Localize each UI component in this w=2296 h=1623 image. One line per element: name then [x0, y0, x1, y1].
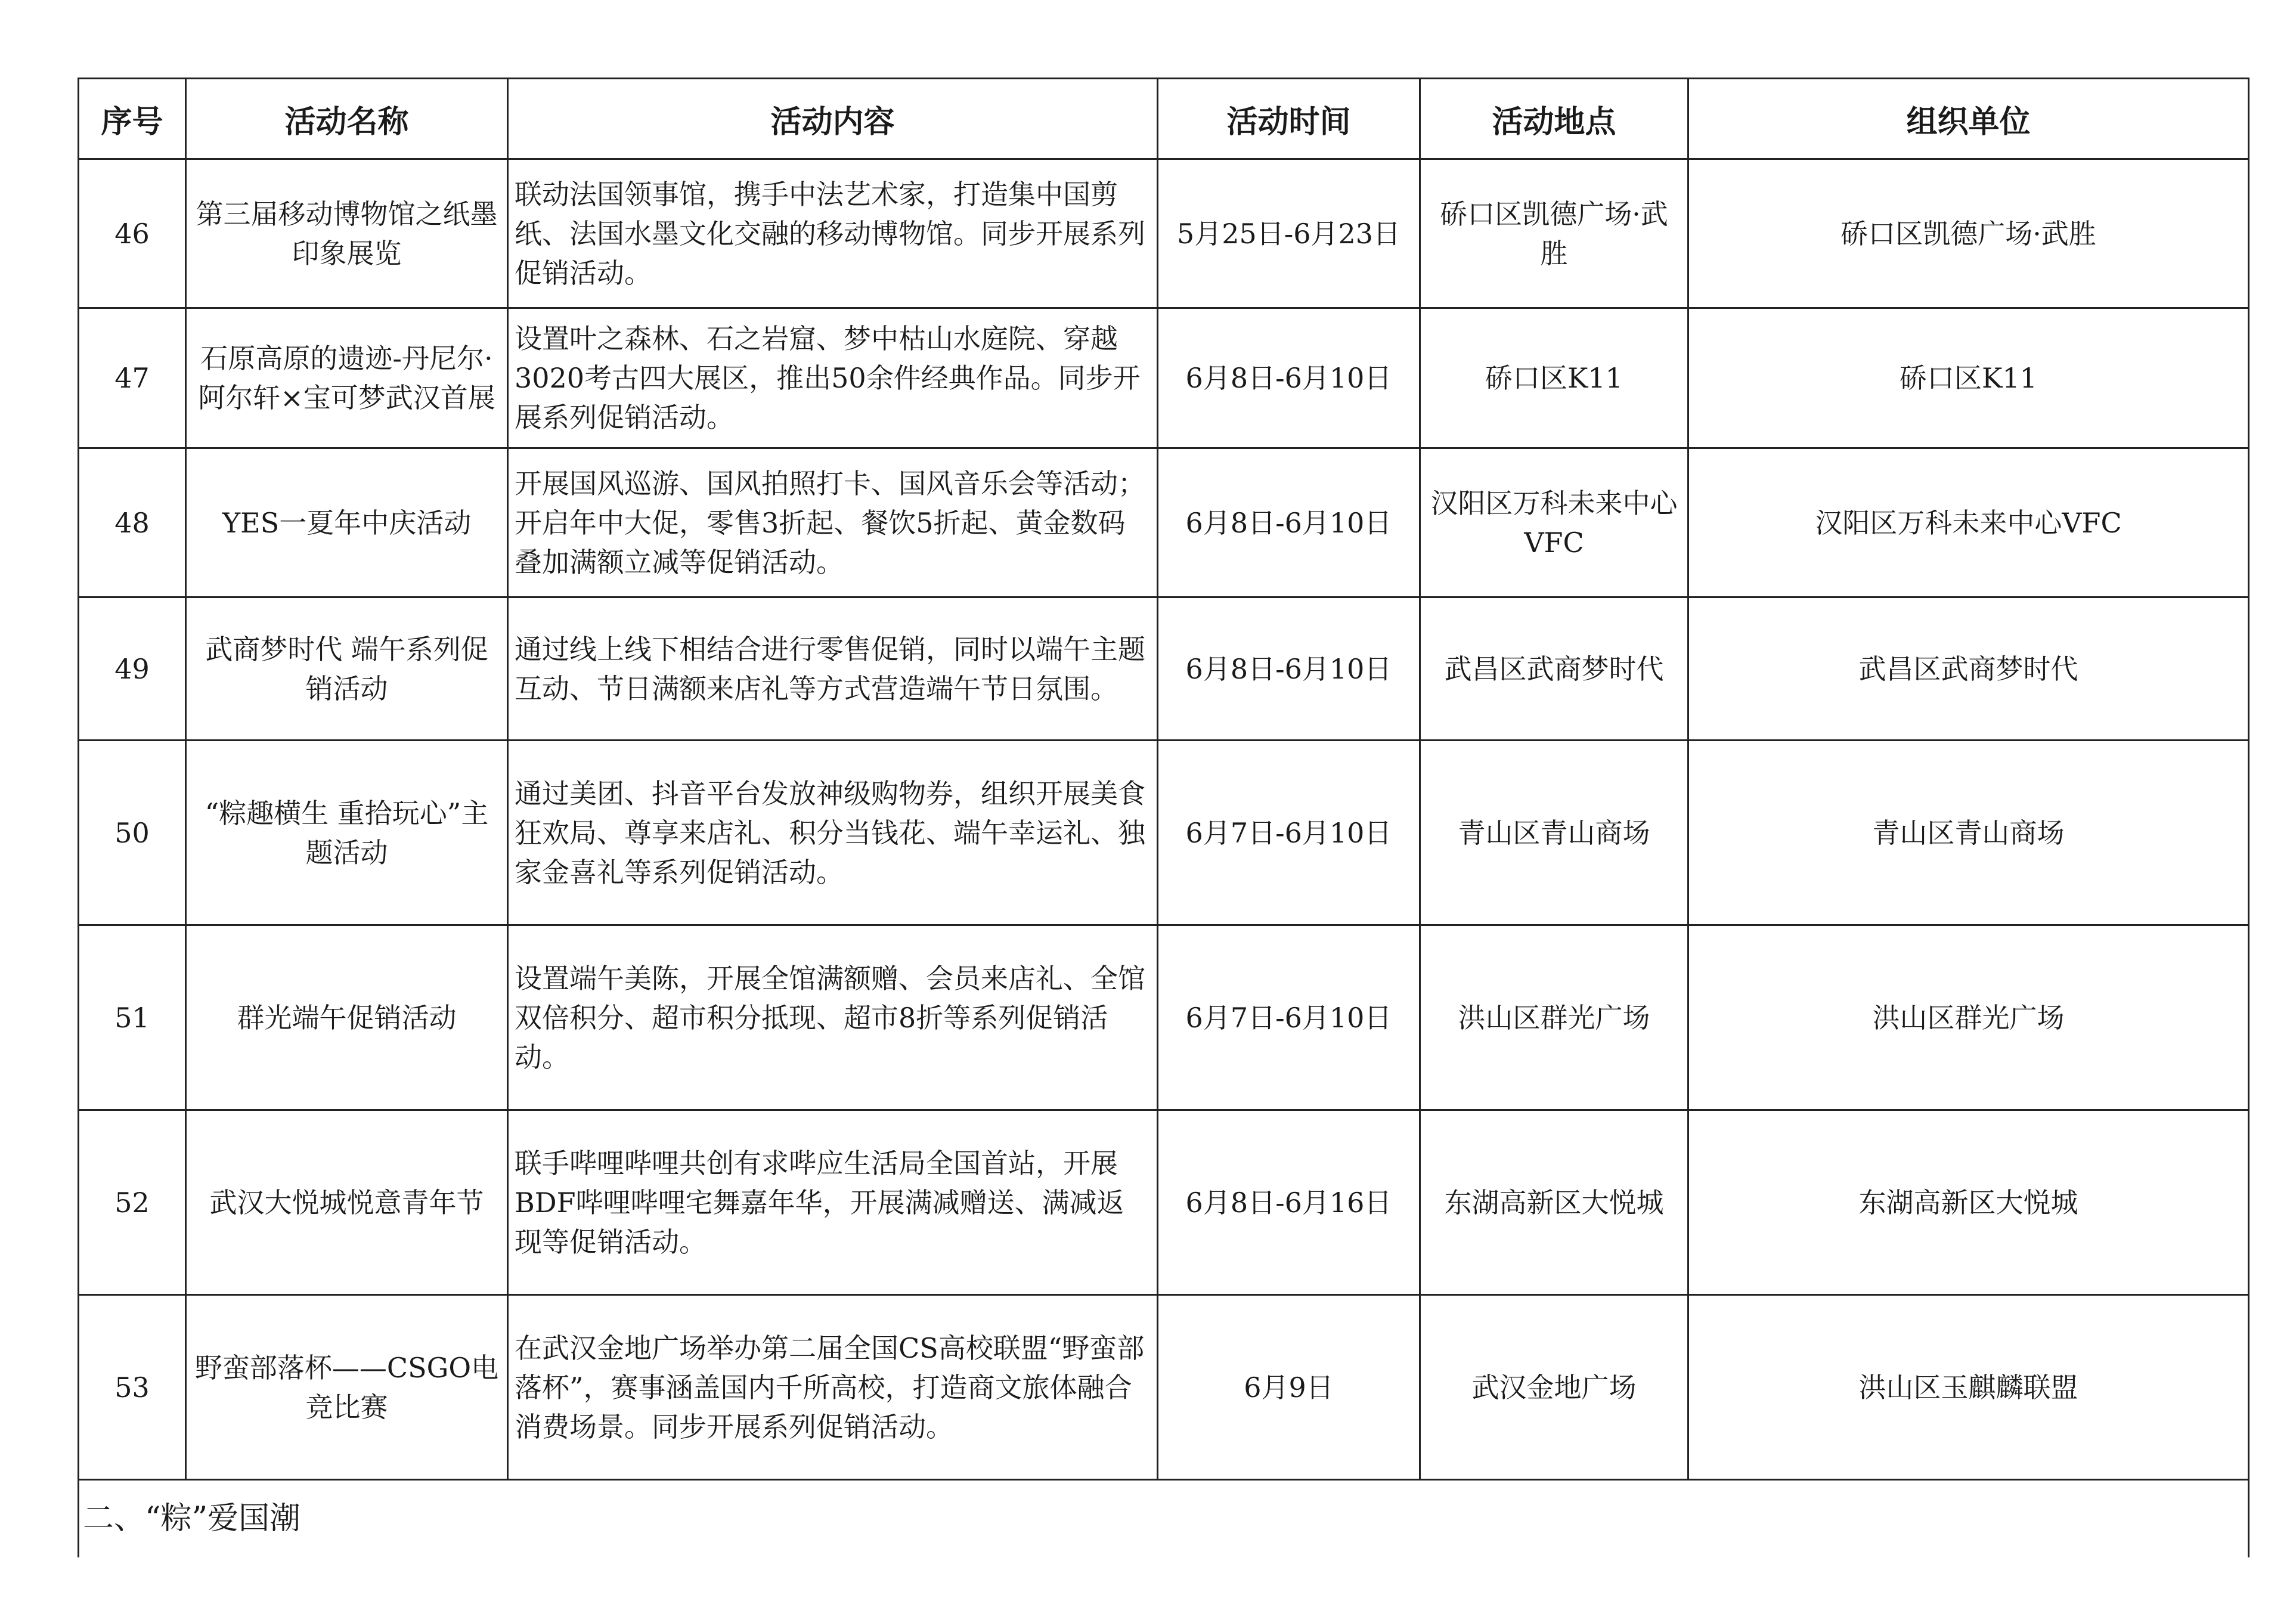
- header-no: 序号: [79, 79, 186, 159]
- row-content: 通过美团、抖音平台发放神级购物券，组织开展美食狂欢局、尊享来店礼、积分当钱花、端午幸运礼、独家金喜礼等系列促销活动。: [508, 741, 1158, 925]
- row-time: 6月8日-6月10日: [1158, 597, 1420, 741]
- row-no: 50: [79, 741, 186, 925]
- row-content: 开展国风巡游、国风拍照打卡、国风音乐会等活动；开启年中大促，零售3折起、餐饮5折起、黄金数码叠加满额立减等促销活动。: [508, 448, 1158, 597]
- row-time: 6月7日-6月10日: [1158, 741, 1420, 925]
- row-time: 6月8日-6月10日: [1158, 448, 1420, 597]
- row-org: 洪山区玉麒麟联盟: [1688, 1295, 2249, 1480]
- table-row: [79, 741, 2249, 925]
- row-place: 武昌区武商梦时代: [1420, 597, 1688, 741]
- row-content: 在武汉金地广场举办第二届全国CS高校联盟“野蛮部落杯”，赛事涵盖国内千所高校，打造商文旅体融合消费场景。同步开展系列促销活动。: [508, 1295, 1158, 1480]
- header-org: 组织单位: [1688, 79, 2249, 159]
- section-heading: 二、“粽”爱国潮: [79, 1480, 2249, 1557]
- row-place: 武汉金地广场: [1420, 1295, 1688, 1480]
- row-place: 汉阳区万科未来中心VFC: [1420, 448, 1688, 597]
- table-row: [79, 308, 2249, 448]
- row-place: 青山区青山商场: [1420, 741, 1688, 925]
- activity-table-sheet: [78, 78, 2248, 1557]
- row-no: 51: [79, 925, 186, 1110]
- row-org: 青山区青山商场: [1688, 741, 2249, 925]
- row-no: 46: [79, 159, 186, 308]
- row-name: 野蛮部落杯——CSGO电竞比赛: [186, 1295, 508, 1480]
- row-org: 武昌区武商梦时代: [1688, 597, 2249, 741]
- row-name: “粽趣横生 重拾玩心”主题活动: [186, 741, 508, 925]
- row-content: 通过线上线下相结合进行零售促销，同时以端午主题互动、节日满额来店礼等方式营造端午节日氛围。: [508, 597, 1158, 741]
- row-name: 群光端午促销活动: [186, 925, 508, 1110]
- row-time: 6月8日-6月16日: [1158, 1110, 1420, 1295]
- row-name: 第三届移动博物馆之纸墨印象展览: [186, 159, 508, 308]
- row-place: 东湖高新区大悦城: [1420, 1110, 1688, 1295]
- row-content: 设置叶之森林、石之岩窟、梦中枯山水庭院、穿越3020考古四大展区，推出50余件经典作品。同步开展系列促销活动。: [508, 308, 1158, 448]
- row-name: 武商梦时代 端午系列促销活动: [186, 597, 508, 741]
- row-no: 49: [79, 597, 186, 741]
- row-time: 5月25日-6月23日: [1158, 159, 1420, 308]
- header-name: 活动名称: [186, 79, 508, 159]
- table-row: [79, 925, 2249, 1110]
- row-no: 53: [79, 1295, 186, 1480]
- row-content: 联手哔哩哔哩共创有求哔应生活局全国首站，开展BDF哔哩哔哩宅舞嘉年华，开展满减赠送、满减返现等促销活动。: [508, 1110, 1158, 1295]
- row-place: 硚口区K11: [1420, 308, 1688, 448]
- activity-table: [78, 78, 2249, 1557]
- section-row: [79, 1480, 2249, 1557]
- row-org: 硚口区K11: [1688, 308, 2249, 448]
- row-place: 洪山区群光广场: [1420, 925, 1688, 1110]
- row-no: 52: [79, 1110, 186, 1295]
- row-org: 东湖高新区大悦城: [1688, 1110, 2249, 1295]
- table-row: [79, 1110, 2249, 1295]
- row-name: 武汉大悦城悦意青年节: [186, 1110, 508, 1295]
- row-org: 洪山区群光广场: [1688, 925, 2249, 1110]
- row-time: 6月7日-6月10日: [1158, 925, 1420, 1110]
- row-name: 石原高原的遗迹-丹尼尔·阿尔轩×宝可梦武汉首展: [186, 308, 508, 448]
- table-row: [79, 597, 2249, 741]
- table-row: [79, 1295, 2249, 1480]
- table-row: [79, 159, 2249, 308]
- row-place: 硚口区凯德广场·武胜: [1420, 159, 1688, 308]
- row-org: 汉阳区万科未来中心VFC: [1688, 448, 2249, 597]
- row-time: 6月9日: [1158, 1295, 1420, 1480]
- row-no: 48: [79, 448, 186, 597]
- table-row: [79, 448, 2249, 597]
- row-content: 联动法国领事馆，携手中法艺术家，打造集中国剪纸、法国水墨文化交融的移动博物馆。同步开展系列促销活动。: [508, 159, 1158, 308]
- row-org: 硚口区凯德广场·武胜: [1688, 159, 2249, 308]
- row-time: 6月8日-6月10日: [1158, 308, 1420, 448]
- header-content: 活动内容: [508, 79, 1158, 159]
- header-place: 活动地点: [1420, 79, 1688, 159]
- row-name: YES一夏年中庆活动: [186, 448, 508, 597]
- row-no: 47: [79, 308, 186, 448]
- header-time: 活动时间: [1158, 79, 1420, 159]
- row-content: 设置端午美陈，开展全馆满额赠、会员来店礼、全馆双倍积分、超市积分抵现、超市8折等系列促销活动。: [508, 925, 1158, 1110]
- table-header-row: [79, 79, 2249, 159]
